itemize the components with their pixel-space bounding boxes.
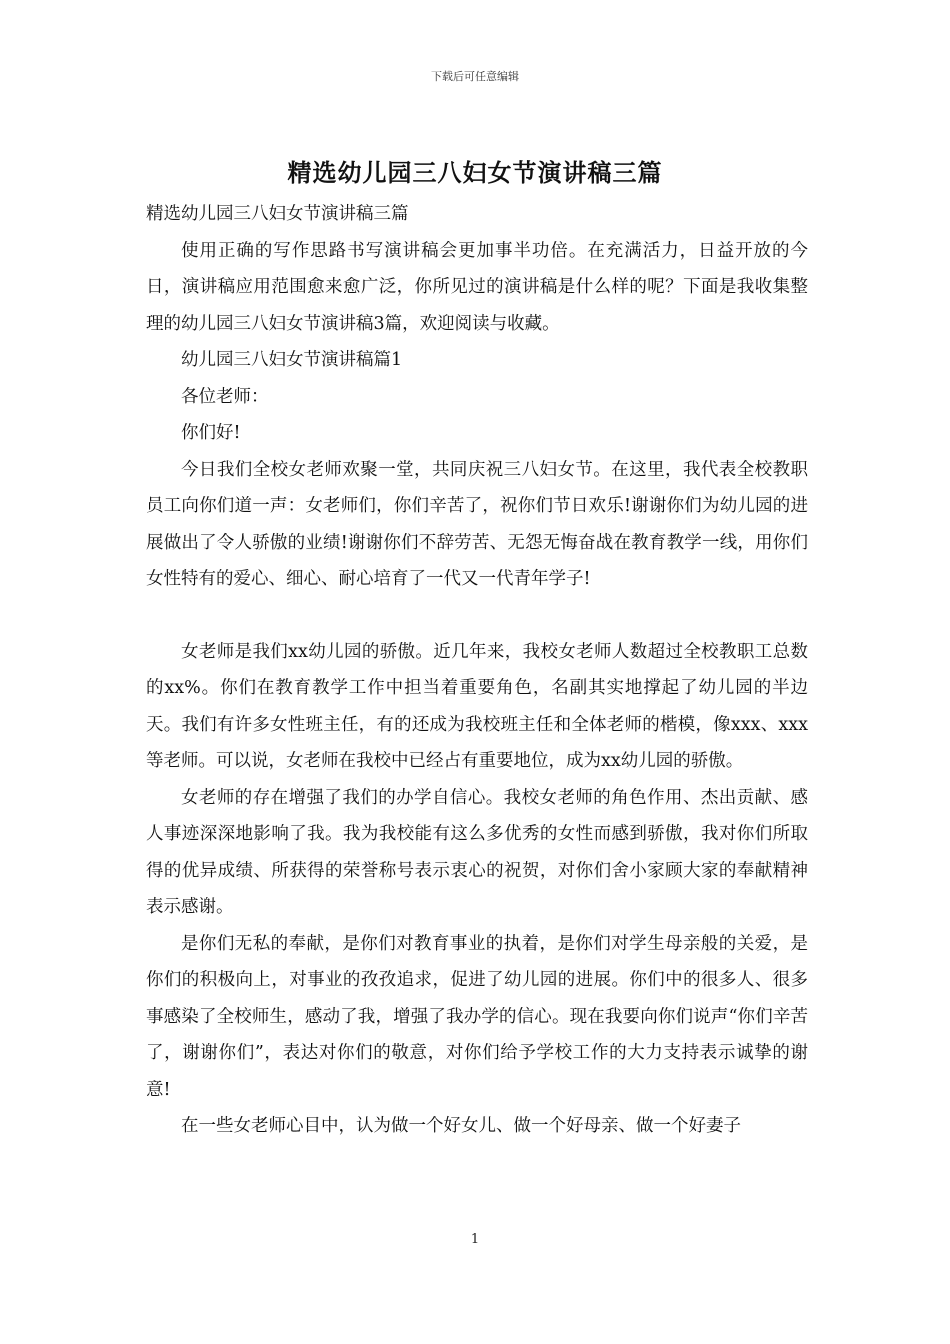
body-paragraph: 女老师的存在增强了我们的办学自信心。我校女老师的角色作用、杰出贡献、感人事迹深深地影响了我。我为我校能有这么多优秀的女性而感到骄傲，我对你们所取得的优异成绩、所获得的荣誉称号表示衷心的祝贺，对你们舍小家顾大家的奉献精神表示感谢。 xyxy=(146,787,808,917)
greeting-paragraph: 你们好! xyxy=(181,423,241,443)
subtitle-paragraph: 精选幼儿园三八妇女节演讲稿三篇 xyxy=(146,204,409,224)
document-body xyxy=(146,196,808,1145)
blank-line xyxy=(146,598,808,634)
header-note: 下载后可任意编辑 xyxy=(431,70,519,83)
body-paragraph: 女老师是我们xx幼儿园的骄傲。近几年来，我校女老师人数超过全校教职工总数的xx%。你们在教育教学工作中担当着重要角色，名副其实地撑起了幼儿园的半边天。我们有许多女性班主任，有的还成为我校班主任和全体老师的楷模，像xxx、xxx等老师。可以说，女老师在我校中已经占有重要地位，成为xx幼儿园的骄傲。 xyxy=(146,641,808,771)
salutation-paragraph: 各位老师： xyxy=(181,386,269,407)
document-title: 精选幼儿园三八妇女节演讲稿三篇 xyxy=(287,158,663,187)
body-paragraph: 今日我们全校女老师欢聚一堂，共同庆祝三八妇女节。在这里，我代表全校教职员工向你们道一声：女老师们，你们辛苦了，祝你们节日欢乐!谢谢你们为幼儿园的进展做出了令人骄傲的业绩!谢谢你们不辞劳苦、无怨无悔奋战在教育教学一线，用你们女性特有的爱心、细心、耐心培育了一代又一代青年学子! xyxy=(146,459,808,589)
intro-paragraph: 使用正确的写作思路书写演讲稿会更加事半功倍。在充满活力，日益开放的今日，演讲稿应用范围愈来愈广泛，你所见过的演讲稿是什么样的呢？下面是我收集整理的幼儿园三八妇女节演讲稿3篇，欢迎阅读与收藏。 xyxy=(146,240,808,334)
body-paragraph: 是你们无私的奉献，是你们对教育事业的执着，是你们对学生母亲般的关爱，是你们的积极向上，对事业的孜孜追求，促进了幼儿园的进展。你们中的很多人、很多事感染了全校师生，感动了我，增强了我办学的信心。现在我要向你们说声“你们辛苦了，谢谢你们”，表达对你们的敬意，对你们给予学校工作的大力支持表示诚挚的谢意! xyxy=(146,933,808,1100)
body-paragraph: 在一些女老师心目中，认为做一个好女儿、做一个好母亲、做一个好妻子 xyxy=(181,1116,741,1136)
section-heading: 幼儿园三八妇女节演讲稿篇1 xyxy=(181,350,403,370)
page-number: 1 xyxy=(470,1232,480,1247)
